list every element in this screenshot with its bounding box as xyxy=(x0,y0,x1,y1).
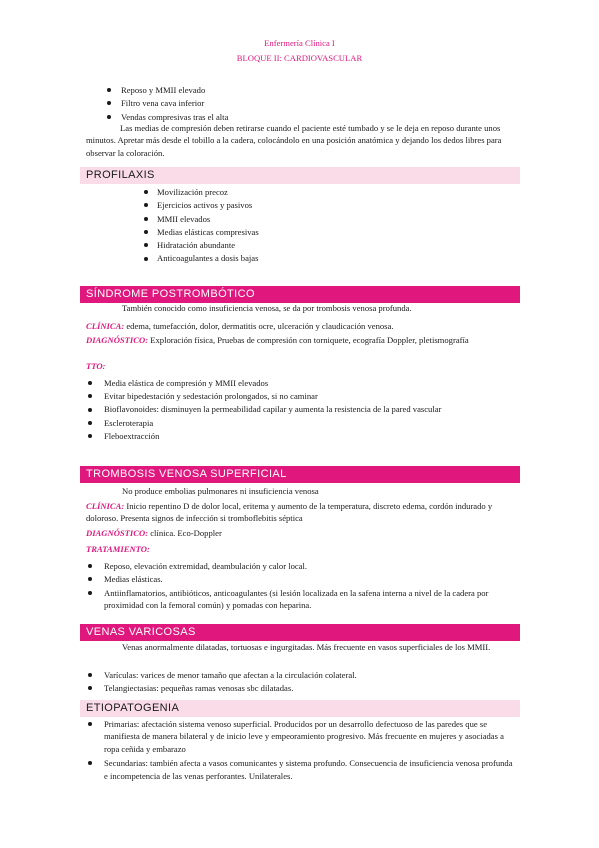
section-header-postrombotico: SÍNDROME POSTROMBÓTICO xyxy=(80,286,520,303)
tto-label: TTO: xyxy=(86,361,106,371)
diagnostico-label: DIAGNÓSTICO: xyxy=(86,335,149,345)
list-item: MMII elevados xyxy=(157,213,517,226)
etiopatogenia-list xyxy=(104,718,517,782)
list-item: Anticoagulantes a dosis bajas xyxy=(157,252,517,265)
diagnostico-text: clínica. Eco-Doppler xyxy=(148,528,222,538)
tratamiento-label: TRATAMIENTO: xyxy=(86,544,150,554)
section-header-trombosis: TROMBOSIS VENOSA SUPERFICIAL xyxy=(80,466,520,483)
profilaxis-list xyxy=(157,186,517,266)
top-bullet-list xyxy=(121,84,521,124)
clinica-label: CLÍNICA: xyxy=(86,501,125,511)
block-title: BLOQUE II: CARDIOVASCULAR xyxy=(236,53,363,63)
trombosis-tratamiento xyxy=(86,543,516,555)
list-item: Secundarias: también afecta a vasos comunicantes y sistema profundo. Consecuencia de insuficiencia venosa profunda e incompetencia de las venas perforantes. Unilaterales. xyxy=(104,757,517,782)
postrombotico-diagnostico xyxy=(86,334,516,346)
list-item: Varículas: varices de menor tamaño que afectan a la circulación colateral. xyxy=(104,669,517,682)
section-header-varicosas: VENAS VARICOSAS xyxy=(80,624,520,641)
list-item: Escleroterapia xyxy=(104,417,524,430)
list-item: Hidratación abundante xyxy=(157,239,517,252)
diagnostico-text: Exploración física, Pruebas de compresión con torniquete, ecografía Doppler, pletismografía xyxy=(148,335,469,345)
postrombotico-clinica xyxy=(86,320,516,332)
course-title: Enfermería Clínica I xyxy=(264,38,335,48)
list-item: Medias elásticas. xyxy=(104,573,517,586)
list-item: Ejercicios activos y pasivos xyxy=(157,199,517,212)
list-item: Bioflavonoides: disminuyen la permeabilidad capilar y aumenta la resistencia de la pared vascular xyxy=(104,403,524,416)
list-item: Antiinflamatorios, antibióticos, anticoagulantes (si lesión localizada en la safena interna a nivel de la cadera por proximidad con la femoral común) y pomadas con heparina. xyxy=(104,587,517,612)
list-item: Evitar bipedestación y sedestación prolongados, si no caminar xyxy=(104,390,524,403)
list-item: Vendas compresivas tras el alta xyxy=(121,111,521,124)
postrombotico-intro: También conocido como insuficiencia venosa, se da por trombosis venosa profunda. xyxy=(122,303,412,313)
varicosas-list xyxy=(104,669,517,696)
varicosas-intro: Venas anormalmente dilatadas, tortuosas e ingurgitadas. Más frecuente en vasos superficiales de los MMII. xyxy=(122,642,491,652)
list-item: Movilización precoz xyxy=(157,186,517,199)
diagnostico-label: DIAGNÓSTICO: xyxy=(86,528,149,538)
trombosis-intro: No produce embolias pulmonares ni insuficiencia venosa xyxy=(122,486,319,496)
section-header-profilaxis: PROFILAXIS xyxy=(80,167,520,184)
clinica-text: edema, tumefacción, dolor, dermatitis ocre, ulceración y claudicación venosa. xyxy=(124,321,394,331)
list-item: Reposo y MMII elevado xyxy=(121,84,521,97)
list-item: Filtro vena cava inferior xyxy=(121,97,521,110)
postrombotico-list xyxy=(104,377,524,443)
compression-paragraph: Las medias de compresión deben retirarse cuando el paciente esté tumbado y se le deja en reposo durante unos minutos. Apretar más desde el tobillo a la cadera, colocándolo en una posición anatómica y dejando los dedos libres para observar la coloración. xyxy=(86,123,502,158)
postrombotico-tto xyxy=(86,360,516,372)
list-item: Fleboextracción xyxy=(104,430,524,443)
clinica-label: CLÍNICA: xyxy=(86,321,125,331)
list-item: Telangiectasias: pequeñas ramas venosas sbc dilatadas. xyxy=(104,682,517,695)
section-header-etiopatogenia: ETIOPATOGENIA xyxy=(80,700,520,717)
list-item: Primarias: afectación sistema venoso superficial. Producidos por un desarrollo defectuoso de las paredes que se manifiesta de manera bilateral y de inicio leve y empeoramiento progresivo. Más frecuente en mujeres y asociadas a ropa ceñida y embarazo xyxy=(104,718,517,755)
list-item: Medias elásticas compresivas xyxy=(157,226,517,239)
trombosis-clinica xyxy=(86,500,516,525)
list-item: Reposo, elevación extremidad, deambulación y calor local. xyxy=(104,560,517,573)
trombosis-diagnostico xyxy=(86,527,516,539)
list-item: Media elástica de compresión y MMII elevados xyxy=(104,377,524,390)
trombosis-list xyxy=(104,560,517,611)
clinica-text: Inicio repentino D de dolor local, eritema y aumento de la temperatura, discreto edema, cordón indurado y doloroso. Presenta signos de infección si tromboflebitis séptica xyxy=(86,501,493,524)
